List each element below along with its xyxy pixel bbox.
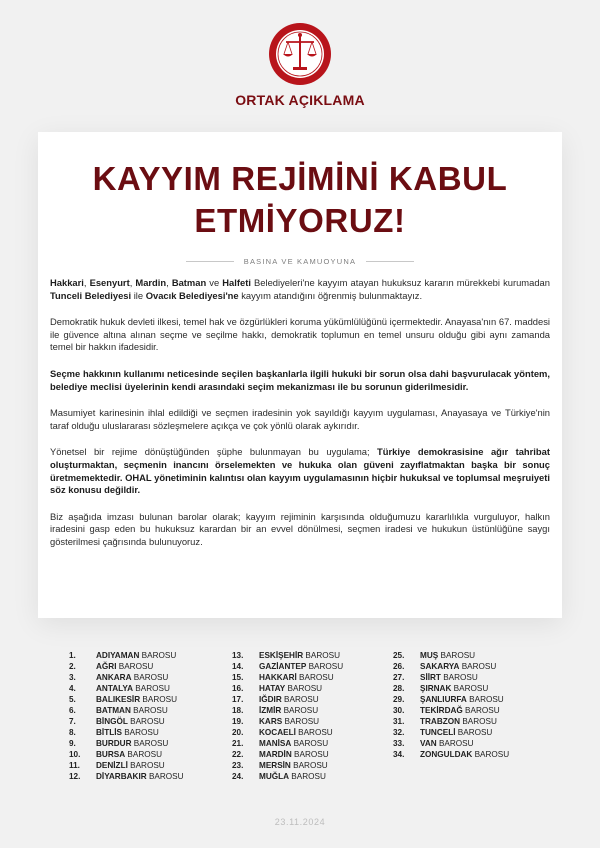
- bar-name: [420, 705, 500, 716]
- bar-name: [96, 683, 170, 694]
- text-separator: ile: [131, 289, 146, 301]
- paragraph-6: Biz aşağıda imzası bulunan barolar olarak; kayyım rejiminin karşısında olduğumuzu kararlılıkla vurguluyor, halkın iradesini gasp eden bu hukuksuz karardan bir an evvel dönülmesi, seçmen iradesi ve hukukun üstünlüğüne saygı gösterilmesi çağrısında bulunuyoruz.: [50, 510, 550, 547]
- bar-number: 2.: [69, 662, 76, 671]
- bar-number: 25.: [393, 651, 405, 660]
- bar-name: [259, 672, 334, 683]
- bar-number: 16.: [232, 684, 244, 693]
- paragraph-1: [50, 277, 550, 302]
- bar-list-item: [393, 672, 509, 683]
- bar-city: ESKİŞEHİR: [259, 651, 304, 660]
- bar-number: 12.: [69, 772, 81, 781]
- bar-city: ZONGULDAK: [420, 750, 473, 759]
- bar-suffix: BAROSU: [142, 695, 177, 704]
- bar-suffix: BAROSU: [293, 761, 328, 770]
- bar-name: [420, 650, 475, 661]
- bar-name: [420, 749, 509, 760]
- text-separator: ,: [83, 277, 90, 288]
- bar-suffix: BAROSU: [284, 717, 320, 726]
- text-separator: ve: [206, 277, 223, 288]
- paragraph-1-end: kayyım atandığını öğrenmiş bulunmaktayız.: [238, 289, 423, 301]
- bars-column-2: [232, 650, 343, 782]
- bar-name: [420, 716, 497, 727]
- highlight-batman: Batman: [171, 277, 207, 288]
- bar-name: [96, 650, 176, 661]
- bar-suffix: BAROSU: [305, 651, 340, 660]
- subtitle: BASINA VE KAMUOYUNA: [243, 256, 357, 266]
- bar-city: HAKKARİ: [259, 673, 297, 682]
- bar-city: ŞIRNAK: [420, 684, 452, 693]
- bar-suffix: BAROSU: [291, 772, 326, 781]
- bar-suffix: BAROSU: [124, 728, 159, 737]
- bar-name: [420, 672, 478, 683]
- bar-name: [96, 727, 159, 738]
- bar-list-item: [69, 760, 184, 771]
- bar-suffix: BAROSU: [453, 684, 489, 693]
- bar-suffix: BAROSU: [287, 684, 323, 693]
- bar-name: [259, 760, 328, 771]
- bar-suffix: BAROSU: [284, 695, 319, 704]
- bar-number: 4.: [69, 684, 76, 693]
- bar-suffix: BAROSU: [438, 739, 474, 748]
- bar-list-item: [232, 650, 343, 661]
- bar-number: 17.: [232, 695, 244, 704]
- bar-list-item: [232, 705, 343, 716]
- bar-suffix: BAROSU: [298, 728, 333, 737]
- bar-number: 21.: [232, 739, 244, 748]
- bar-list-item: [232, 760, 343, 771]
- bar-suffix: BAROSU: [294, 750, 329, 759]
- bar-list-item: [232, 771, 343, 782]
- scales-of-justice-icon: [268, 22, 332, 86]
- bar-city: HATAY: [259, 684, 286, 693]
- bar-name: [96, 705, 168, 716]
- bar-list-item: [232, 749, 343, 760]
- paragraph-3: [50, 368, 550, 393]
- bar-list-item: [393, 694, 509, 705]
- bar-list-item: [393, 738, 509, 749]
- bar-number: 14.: [232, 662, 244, 671]
- bar-suffix: BAROSU: [440, 651, 476, 660]
- divider-right: [366, 261, 414, 262]
- bar-number: 23.: [232, 761, 244, 770]
- bar-suffix: BAROSU: [130, 761, 165, 770]
- bar-list-item: [393, 716, 509, 727]
- bar-city: ŞANLIURFA: [420, 695, 467, 704]
- bar-list-item: [232, 694, 343, 705]
- bar-city: BALIKESİR: [96, 695, 141, 704]
- bar-suffix: BAROSU: [118, 662, 154, 671]
- page-title: [0, 158, 600, 242]
- bar-number: 15.: [232, 673, 244, 682]
- paragraph-1-text: Belediyeleri'ne kayyım atayan hukuksuz kararın mürekkebi kurumadan: [250, 277, 550, 288]
- bar-number: 29.: [393, 695, 405, 704]
- bar-list-item: [69, 694, 184, 705]
- bar-suffix: BAROSU: [130, 717, 165, 726]
- bar-name: [96, 760, 165, 771]
- bar-list-item: [393, 705, 509, 716]
- highlight-ovacik: Ovacık Belediyesi'ne: [145, 289, 239, 301]
- bar-number: 24.: [232, 772, 244, 781]
- title-line-2: ETMİYORUZ!: [194, 202, 406, 239]
- bar-name: [259, 683, 322, 694]
- bar-name: [420, 694, 504, 705]
- bar-number: 27.: [393, 673, 405, 682]
- bar-name: [259, 727, 333, 738]
- bar-name: [420, 683, 488, 694]
- bar-number: 1.: [69, 651, 76, 660]
- text-separator: ,: [166, 277, 172, 288]
- bar-suffix: BAROSU: [141, 651, 177, 660]
- bar-list-item: [232, 738, 343, 749]
- bar-suffix: BAROSU: [293, 739, 329, 748]
- bars-column-3: [393, 650, 509, 760]
- bar-list-item: [69, 727, 184, 738]
- paragraph-4: Masumiyet karinesinin ihlal edildiği ve seçmen iradesinin yok sayıldığı kayyım uygulaması, Anayasaya ve Türkiye'nin taraf olduğu uluslararası sözleşmelere açıkça ve çok yönlü olarak aykırıdır.: [50, 407, 550, 431]
- bar-suffix: BAROSU: [308, 662, 344, 671]
- bar-city: ADIYAMAN: [96, 651, 140, 660]
- bar-list-item: [393, 749, 509, 760]
- bar-number: 9.: [69, 739, 76, 748]
- bar-name: [259, 771, 326, 782]
- bar-city: MUŞ: [420, 651, 439, 660]
- title-line-1: KAYYIM REJİMİNİ KABUL: [92, 160, 508, 197]
- bar-number: 10.: [69, 750, 81, 759]
- divider-left: [186, 261, 234, 262]
- highlight-tunceli: Tunceli Belediyesi: [50, 289, 132, 301]
- bar-city: ANTALYA: [96, 684, 134, 693]
- bar-name: [259, 749, 329, 760]
- bar-number: 13.: [232, 651, 244, 660]
- bar-name: [259, 705, 318, 716]
- paragraph-5: [50, 446, 550, 496]
- bar-suffix: BAROSU: [465, 706, 500, 715]
- bar-suffix: BAROSU: [133, 673, 169, 682]
- bar-number: 22.: [232, 750, 244, 759]
- joint-statement-caption: ORTAK AÇIKLAMA: [235, 92, 365, 108]
- highlight-mardin: Mardin: [135, 277, 167, 288]
- bar-name: [96, 672, 168, 683]
- bar-suffix: BAROSU: [133, 739, 169, 748]
- statement-body: [50, 277, 550, 563]
- bar-list-item: [69, 672, 184, 683]
- paragraph-2: Demokratik hukuk devleti ilkesi, temel hak ve özgürlükleri koruma yükümlülüğünü içermektedir. Anayasa'nın 67. maddesi ile güvence altına alınan seçme ve seçilme hakkı, demokratik toplumun en temel unsuru olduğu gibi aynı zamanda temel bir hakkın ifadesidir.: [50, 316, 550, 353]
- highlight-halfeti: Halfeti: [222, 277, 251, 288]
- bar-list-item: [69, 749, 184, 760]
- bar-number: 5.: [69, 695, 76, 704]
- bar-list-item: [232, 661, 343, 672]
- bar-suffix: BAROSU: [148, 772, 184, 781]
- bar-name: [259, 694, 319, 705]
- bar-list-item: [69, 771, 184, 782]
- statement-date: 23.11.2024: [274, 817, 326, 827]
- bar-suffix: BAROSU: [299, 673, 334, 682]
- bar-list-item: [69, 705, 184, 716]
- bar-city: GAZİANTEP: [259, 662, 307, 671]
- bar-list-item: [232, 683, 343, 694]
- bar-name: [259, 716, 319, 727]
- bar-city: IĞDIR: [259, 695, 282, 704]
- bar-city: KARS: [259, 717, 283, 726]
- bar-suffix: BAROSU: [462, 717, 497, 726]
- bar-name: [96, 749, 162, 760]
- bar-city: TUNCELİ: [420, 728, 456, 737]
- bar-list-item: [232, 727, 343, 738]
- bar-city: BİNGÖL: [96, 717, 128, 726]
- bar-suffix: BAROSU: [474, 750, 510, 759]
- bar-name: [259, 738, 328, 749]
- bar-number: 19.: [232, 717, 244, 726]
- bar-name: [96, 771, 184, 782]
- bar-name: [96, 738, 168, 749]
- bar-city: AĞRI: [96, 662, 117, 671]
- bar-number: 20.: [232, 728, 244, 737]
- bar-list-item: [69, 738, 184, 749]
- bar-list-item: [393, 727, 509, 738]
- bar-city: MERSİN: [259, 761, 291, 770]
- bar-name: [259, 661, 343, 672]
- bar-name: [259, 650, 340, 661]
- bar-name: [420, 727, 492, 738]
- text-separator: ,: [129, 277, 136, 288]
- bar-number: 33.: [393, 739, 405, 748]
- bar-city: ANKARA: [96, 673, 132, 682]
- paragraph-5-bold: Türkiye demokrasisine ağır tahribat oluşturmaktan, seçmenin inancını örselemekten ve hukuka olan güveni zayıflatmaktan başka bir sonuç üretmemektedir. OHAL yönetiminin kalıntısı olan kayyım uygulamasının hiçbir hukuksal ve toplumsal meşruiyeti söz konusu değildir.: [50, 446, 550, 496]
- bar-city: MANİSA: [259, 739, 292, 748]
- bar-list-item: [69, 650, 184, 661]
- bars-column-1: [69, 650, 184, 782]
- bar-number: 11.: [69, 761, 80, 770]
- bar-city: DENİZLİ: [96, 761, 128, 770]
- bar-city: MARDİN: [259, 750, 292, 759]
- bar-suffix: BAROSU: [283, 706, 319, 715]
- bar-number: 7.: [69, 717, 76, 726]
- bar-number: 6.: [69, 706, 76, 715]
- bar-city: SAKARYA: [420, 662, 460, 671]
- bar-name: [96, 716, 165, 727]
- bar-suffix: BAROSU: [457, 728, 493, 737]
- bar-number: 28.: [393, 684, 405, 693]
- bar-number: 8.: [69, 728, 76, 737]
- bar-city: DİYARBAKIR: [96, 772, 147, 781]
- bar-number: 34.: [393, 750, 405, 759]
- bar-number: 30.: [393, 706, 405, 715]
- bar-city: VAN: [420, 739, 437, 748]
- bar-list-item: [232, 716, 343, 727]
- bar-city: BATMAN: [96, 706, 131, 715]
- subtitle-row: [0, 255, 600, 267]
- bar-suffix: BAROSU: [133, 706, 168, 715]
- bar-name: [96, 694, 177, 705]
- bar-suffix: BAROSU: [469, 695, 504, 704]
- bar-number: 32.: [393, 728, 405, 737]
- bar-association-logo: [268, 22, 332, 86]
- bar-name: [420, 661, 496, 672]
- bar-city: BURSA: [96, 750, 126, 759]
- bar-number: 31.: [393, 717, 405, 726]
- bar-city: BURDUR: [96, 739, 132, 748]
- bar-suffix: BAROSU: [127, 750, 162, 759]
- bar-name: [96, 661, 153, 672]
- highlight-esenyurt: Esenyurt: [89, 277, 130, 288]
- bar-city: KOCAELİ: [259, 728, 296, 737]
- bar-city: TRABZON: [420, 717, 461, 726]
- bar-suffix: BAROSU: [461, 662, 497, 671]
- bar-city: SİİRT: [420, 673, 441, 682]
- bar-list-item: [232, 672, 343, 683]
- bar-list-item: [393, 650, 509, 661]
- highlight-hakkari: Hakkari: [50, 277, 84, 288]
- bar-list-item: [69, 661, 184, 672]
- bar-city: TEKİRDAĞ: [420, 706, 463, 715]
- paragraph-3-text: Seçme hakkının kullanımı neticesinde seçilen başkanlarla ilgili hukuki bir sorun olsa dahi başvurulacak yöntem, belediye meclisi üyelerinin kendi arasındaki seçim mekanizması ile bu sorunun giderilmesidir.: [50, 367, 550, 392]
- bar-city: BİTLİS: [96, 728, 122, 737]
- bar-number: 26.: [393, 662, 405, 671]
- bar-suffix: BAROSU: [443, 673, 478, 682]
- bar-list-item: [69, 716, 184, 727]
- bar-number: 3.: [69, 673, 76, 682]
- paragraph-5-text: Yönetsel bir rejime dönüştüğünden şüphe bulunmayan bu uygulama;: [50, 446, 378, 458]
- bar-list-item: [393, 683, 509, 694]
- bar-list-item: [393, 661, 509, 672]
- bar-name: [420, 738, 474, 749]
- bar-list-item: [69, 683, 184, 694]
- bar-city: İZMİR: [259, 706, 282, 715]
- bar-city: MUĞLA: [259, 772, 290, 781]
- bar-number: 18.: [232, 706, 244, 715]
- bar-suffix: BAROSU: [135, 684, 170, 693]
